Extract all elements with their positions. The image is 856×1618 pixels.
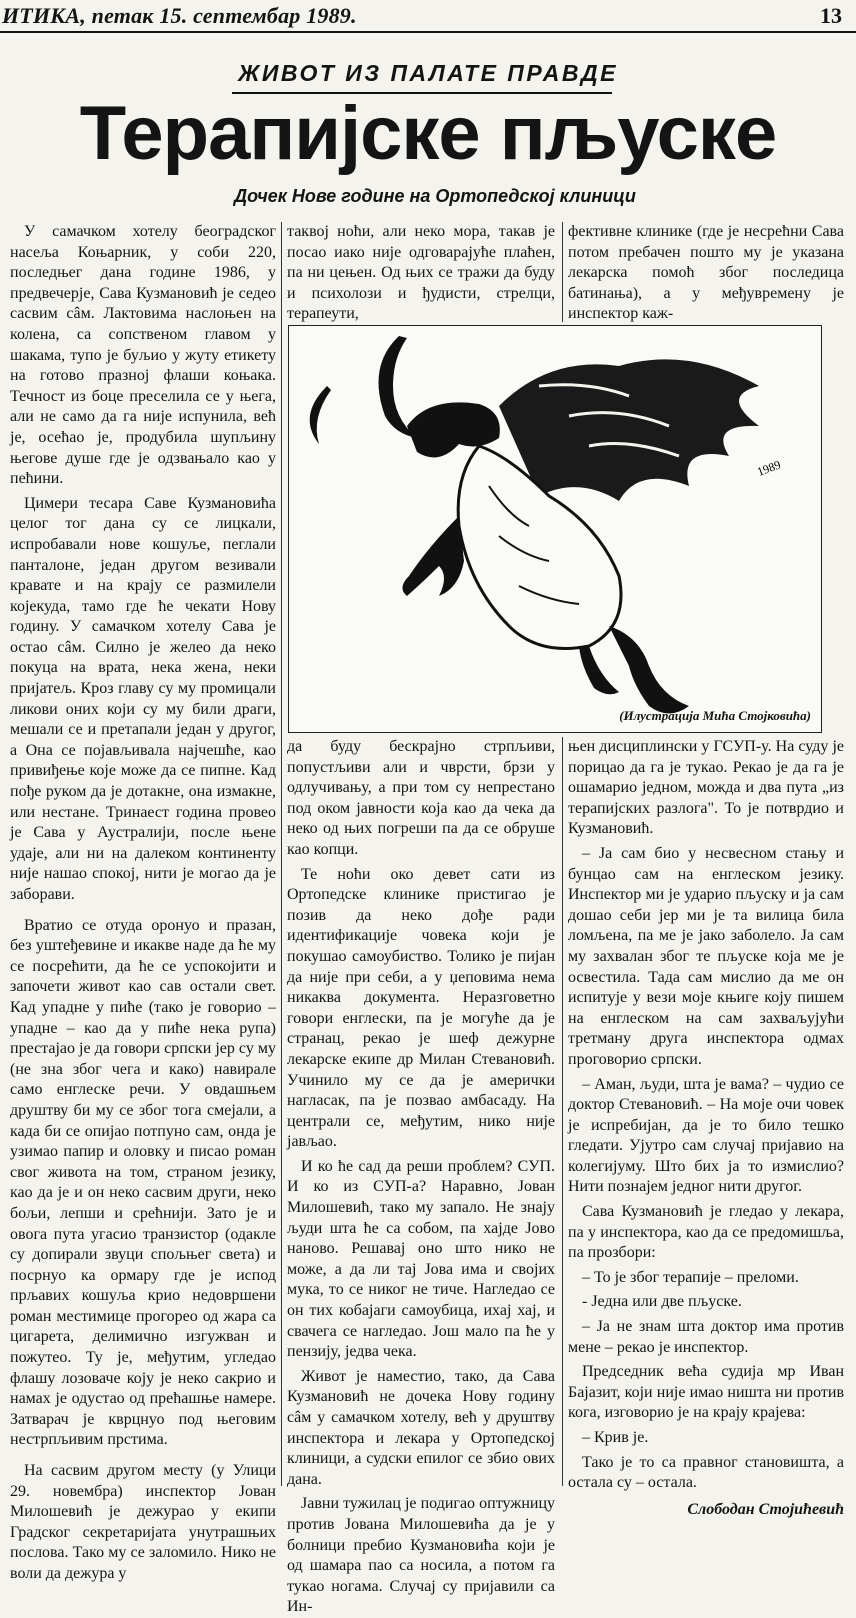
paragraph: И ко ће сад да реши проблем? СУП. И ко из СУП-а? Наравно, Јован Милошевић, тако му запало. Не знају људи шта ће са собом, па хајде Јово наново. Решавај оно што нико не може, а да ли тај Јова има и својих мука, то се никог не тиче. Нагледао се он тих кобајаги самоубица, ихај хај, и свачега се нагледао. Још мало па ће у пензију, једва чека. xyxy=(287,1157,555,1361)
paragraph: таквој ноћи, али неко мора, такав је посао иако није одговарајуће плаћен, па ни цењен. Од њих се тражи да буду и психолози и ђудисти, стрелци, терапеути, xyxy=(287,223,555,323)
author-signature: Слободан Стојићевић xyxy=(687,1500,844,1518)
article-subtitle: Дочек Нове године на Ортопедској клиници xyxy=(234,186,636,206)
article-column-3-bottom xyxy=(568,737,844,1518)
article-title: Терапијске пљуске xyxy=(79,91,777,176)
article-column-2-top xyxy=(287,222,555,322)
article-column-2-bottom xyxy=(287,737,555,1616)
paragraph: У самачком хотелу београдског насеља Коњарник, у соби 220, последњег дана године 1986, у предвечерје, Сава Кузмановић је седео сасвим сâм. Лактовима наслоњен на колена, са сопственом главом у шакама, тупо је буљио у жуту етикету на готово празној флаши коњака. Течност из боце преселила се у њега, али не само да га није испунила, већ је, осећао је, продубила шупљину његове душе где је одзвањало као у пећини. xyxy=(10,223,276,488)
paragraph: Јавни тужилац је подигао оптужницу против Јована Милошевића да је у болници пребио Кузмановића који је од шамара пао са носила, а потом га тукао ногама. Случај су пријавили са Ин- xyxy=(287,1495,555,1616)
paragraph: Живот је наместио, тако, да Сава Кузмановић не дочека Нову годину сâм у самачком хотелу, већ у друштву инспектора и лекара у Ортопедској клиници, а судски епилог се збио ових дана. xyxy=(287,1367,555,1488)
paragraph: њен дисциплински у ГСУП-у. На суду је порицао да га је тукао. Рекао је да га је ошамарио једном, можда и два пута „из терапијских разлога". То је потврдио и Кузмановић. xyxy=(568,738,844,838)
paragraph: – То је због терапије – преломи. xyxy=(582,1268,799,1286)
newspaper-dateline: ИТИКА, петак 15. септембар 1989. xyxy=(2,3,357,28)
paragraph: Те ноћи око девет сати из Ортопедске клинике пристигао је позив да неко дође ради идентификације човека који је покушао самоубиство. Толико је пијан да није при себи, а у џеповима нема никаква документа. Неразговетно говори енглески, па је могуће да је странац, рекао је шеф дежурне лекарске екипе др Милан Стевановић. Учинило му се да је амерички нагласак, па је позвао амбасаду. На централи се, међутим, нико није јављао. xyxy=(287,865,555,1151)
paragraph: На сасвим другом месту (у Улици 29. новембра) инспектор Јован Милошевић је дежурао у екипи Градског секретаријата унутрашњих послова. Тако му се заломило. Нико не воли да дежура у xyxy=(10,1462,276,1582)
paragraph: – Аман, људи, шта је вама? – чудио се доктор Стевановић. – На моје очи човек је испребијан, да је то било тешко гледати. Ујутро сам случај пријавио на колегијуму. Што бих ја то измислио? Нити познајем једног нити другог. xyxy=(568,1075,844,1196)
column-divider xyxy=(281,222,282,1486)
illustration-caption: (Илустрација Мића Стојковића) xyxy=(619,708,811,723)
article-column-3-top xyxy=(568,222,844,322)
illustration xyxy=(288,325,822,733)
griffin-drawing xyxy=(289,326,821,732)
column-divider xyxy=(562,737,563,1486)
paragraph: да буду бескрајно стрпљиви, попустљиви али и чврсти, брзи у одлучивању, а при том су непрестано под оком јавности која као да чека да неко од њих погреши па да се обруше као копци. xyxy=(287,738,555,858)
paragraph: Председник већа судија мр Иван Бајазит, који није имао ништа ни против кога, изговорио је на крају крајева: xyxy=(568,1363,844,1422)
paragraph: – Ја сам био у несвесном стању и бунцао сам на енглеском језику. Инспектор ми је ударио пљуску и ја сам дошао себи јер ми је та вилица била ломљена, па ме је јако заболело. Ја сам му захвалан због те пљуске која ме је освестила. Тада сам мислио да ме он испитује у вези моје књиге коју пишем на енглеском на сам захваљујући третману друга инспектора одмах проговорио српски. xyxy=(568,844,844,1068)
section-kicker: ЖИВОТ ИЗ ПАЛАТЕ ПРАВДЕ xyxy=(238,60,618,86)
paragraph: Цимери тесара Саве Кузмановића целог тог дана су се лицкали, испробавали нове кошуље, пеглали панталоне, један другом везивали кравате и на крају се размилели којекуда, тамо где ће чекати Нову годину. У самачком хотелу Сава је остао сâм. Силно је желео да неко покуца на врата, нека жена, неки пријатељ. Кроз главу су му промицали ликови оних који су му били драги, мешали се и претапали један у другог, а Она се појављивала најчешће, као привиђење које може да се пипне. Кад пође руком да је дотакне, она измакне, или нестане. Тринаест година провео је Сава у Аустралији, после њене удаје, али ни на далеком континенту није нашао спокој, нити је могао да је заборави. xyxy=(10,494,276,903)
article-column-1 xyxy=(10,222,276,1582)
page-number: 13 xyxy=(820,3,842,28)
paragraph: - Једна или две пљуске. xyxy=(582,1293,742,1311)
header-rule xyxy=(0,31,856,33)
paragraph: – Ја не знам шта доктор има против мене – рекао је инспектор. xyxy=(568,1318,844,1356)
column-divider xyxy=(562,222,563,322)
paragraph: Сава Кузмановић је гледао у лекара, па у инспектора, као да се предомишља, па прозбори: xyxy=(568,1203,844,1262)
paragraph: Вратио се отуда оронуо и празан, без уштеђевине и икакве наде да ће му се посрећити, да ће се успокојити и започети живот као сав остали свет. Кад упадне у пиће (тако је говорио – упадне – као да у пиће нека рупа) престајао је да говори српски јер су му (не зна због чега и како) навирале само енглеске речи. У овдашњем друштву би му се због тога смејали, а када би се опијао потпуно сам, онда је узимао папир и оловку и писао роман свог живота на том, страном језику, као да је и он неко сасвим други, неко бољи, лепши и срећнији. Зато је и овога пута угасио транзистор (одакле су допирали звуци спољњег света) и посрнуо ка ормару где је испод прљавих кошуља крио недовршени роман местимице прогорео од жара са цигарета, делимично изгужван и пожутео. Ту је, међутим, угледао флашу лозоваче коју је неко сакрио и намах је одустао од прећашње намере. Затварач је кврцнуо под његовим нестрпљивим прстима. xyxy=(10,916,276,1449)
paragraph: Тако је то са правног становишта, а остала су – остала. xyxy=(568,1453,844,1492)
paragraph: – Крив је. xyxy=(582,1429,649,1446)
svg-text:1989: 1989 xyxy=(755,457,783,479)
page-header xyxy=(0,0,856,34)
paragraph: фективне клинике (где је несрећни Сава потом пребачен пошто му је указана лекарска помоћ због последица батинања), а у међувремену је инспектор каж- xyxy=(568,223,844,323)
